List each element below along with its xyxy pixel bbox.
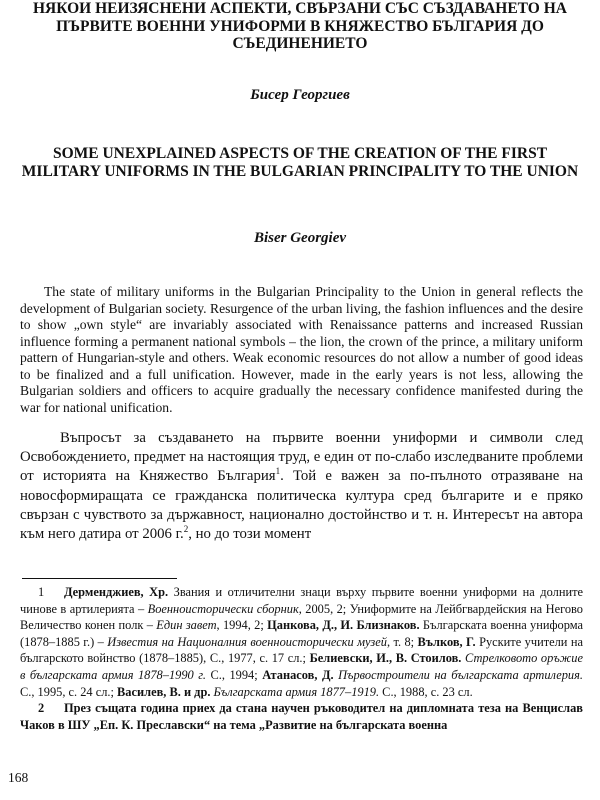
- footnote-text: , 2005, 2; Униформите на Лейбгвардейския на Негово Величество конен полк –: [20, 601, 583, 633]
- footnote-separator: [22, 578, 177, 579]
- footnote-number: 2: [38, 701, 45, 716]
- body-text-part: . Той е важен за по-пълното отразяване на новосформиращата се гражданска политическа култура сред българите и е пряко свързан с чувството за държавност, национално достойнство и т. н. Интересът на автора към него датира от 2006 г.: [20, 468, 583, 543]
- abstract: [20, 284, 583, 416]
- title-bulgarian: НЯКОИ НЕИЗЯСНЕНИ АСПЕКТИ, СВЪРЗАНИ СЪС СЪЗДАВАНЕТО НА ПЪРВИТЕ ВОЕННИ УНИФОРМИ В КНЯЖЕСТВО БЪЛГАРИЯ ДО СЪЕДИНЕНИЕТО: [32, 0, 567, 52]
- footnote-author: Цанкова, Д., И. Близнаков.: [267, 618, 420, 633]
- footnote-author: Белиевски, И., В. Стоилов.: [309, 651, 462, 666]
- footnote-author: Дерменджиев, Хр.: [64, 585, 169, 599]
- body-paragraph: [20, 429, 583, 544]
- footnote-text: Руските учители на българското войнство (1878–1885), С., 1977, с. 17 сл.;: [20, 634, 583, 666]
- page-number: 168: [8, 770, 29, 785]
- body-text: [20, 429, 583, 544]
- footnote-text: С., 1988, с. 23 сл.: [379, 684, 473, 699]
- footnote-text: , т. 8;: [386, 634, 418, 649]
- footnote-source: Военноисторически сборник: [147, 601, 299, 616]
- footnote-author: Вълков, Г.: [417, 634, 476, 649]
- footnote-source: Първостроители на българската артилерия.: [338, 667, 583, 682]
- footnote-source: Стрелковото оръжие в българската армия 1878–1990 г.: [20, 651, 583, 682]
- footnote-source: Българската армия 1877–1919.: [213, 684, 380, 699]
- author-english: Biser Georgiev: [253, 230, 347, 246]
- footnote-text: Българската военна униформа (1878–1885 г.) –: [20, 618, 583, 649]
- footnote-ref: 1: [275, 466, 281, 477]
- abstract-text: The state of military uniforms in the Bulgarian Principality to the Union in general reflects the development of Bulgarian society. Resurgence of the urban living, the fashion influences and the desire to show „own style“ are invariably associated with Renaissance patterns and increased Russian influence forming a permanent national symbols – the lion, the crown of the prince, a military uniform pattern of Hungarian-style and others. Weak economic resources do not allow a number of good ideas to be finalized and a full unification. However, made in the early years is not less, allowing the Bulgarian soldiers and officers to acquire gradually the necessary confidence manifested during the war for national unification.: [20, 284, 583, 415]
- footnote-text: С., 1995, с. 24 сл.;: [20, 684, 118, 699]
- title-english: SOME UNEXPLAINED ASPECTS OF THE CREATION OF THE FIRST MILITARY UNIFORMS IN THE BULGARIAN PRINCIPALITY TO THE UNION: [21, 145, 579, 180]
- footnote-text: Звания и отличителни знаци върху първите военни униформи на долните чинове в артилерията –: [20, 585, 583, 616]
- footnote-author: Атанасов, Д.: [262, 667, 334, 682]
- body-text-part: Въпросът за създаването на първите военни униформи и символи след Освобождението, предмет на настоящия труд, е един от по-слабо изследваните проблеми от историята на Княжество България: [20, 430, 583, 485]
- footnote-text: , 1994, 2;: [216, 618, 268, 633]
- footnote-source: Известия на Националния военноисторически музей: [107, 634, 387, 649]
- footnote-number: 1: [38, 585, 45, 599]
- footnote-text: През същата година приех да стана научен ръководител на дипломната теза на Венцислав Чаков в ШУ „Еп. К. Преславски“ на тема „Развитие на българската военна: [20, 701, 583, 732]
- footnote-ref: 2: [183, 524, 189, 535]
- footnotes: [20, 584, 583, 733]
- footnote-author: Василев, В. и др.: [117, 684, 211, 699]
- author-bulgarian: Бисер Георгиев: [250, 87, 350, 103]
- footnote-source: Един завет: [156, 618, 217, 633]
- body-text-part: , но до този момент: [188, 526, 312, 543]
- footnote: [20, 700, 583, 733]
- footnote: [20, 584, 583, 700]
- footnote-text: С., 1994;: [206, 667, 263, 682]
